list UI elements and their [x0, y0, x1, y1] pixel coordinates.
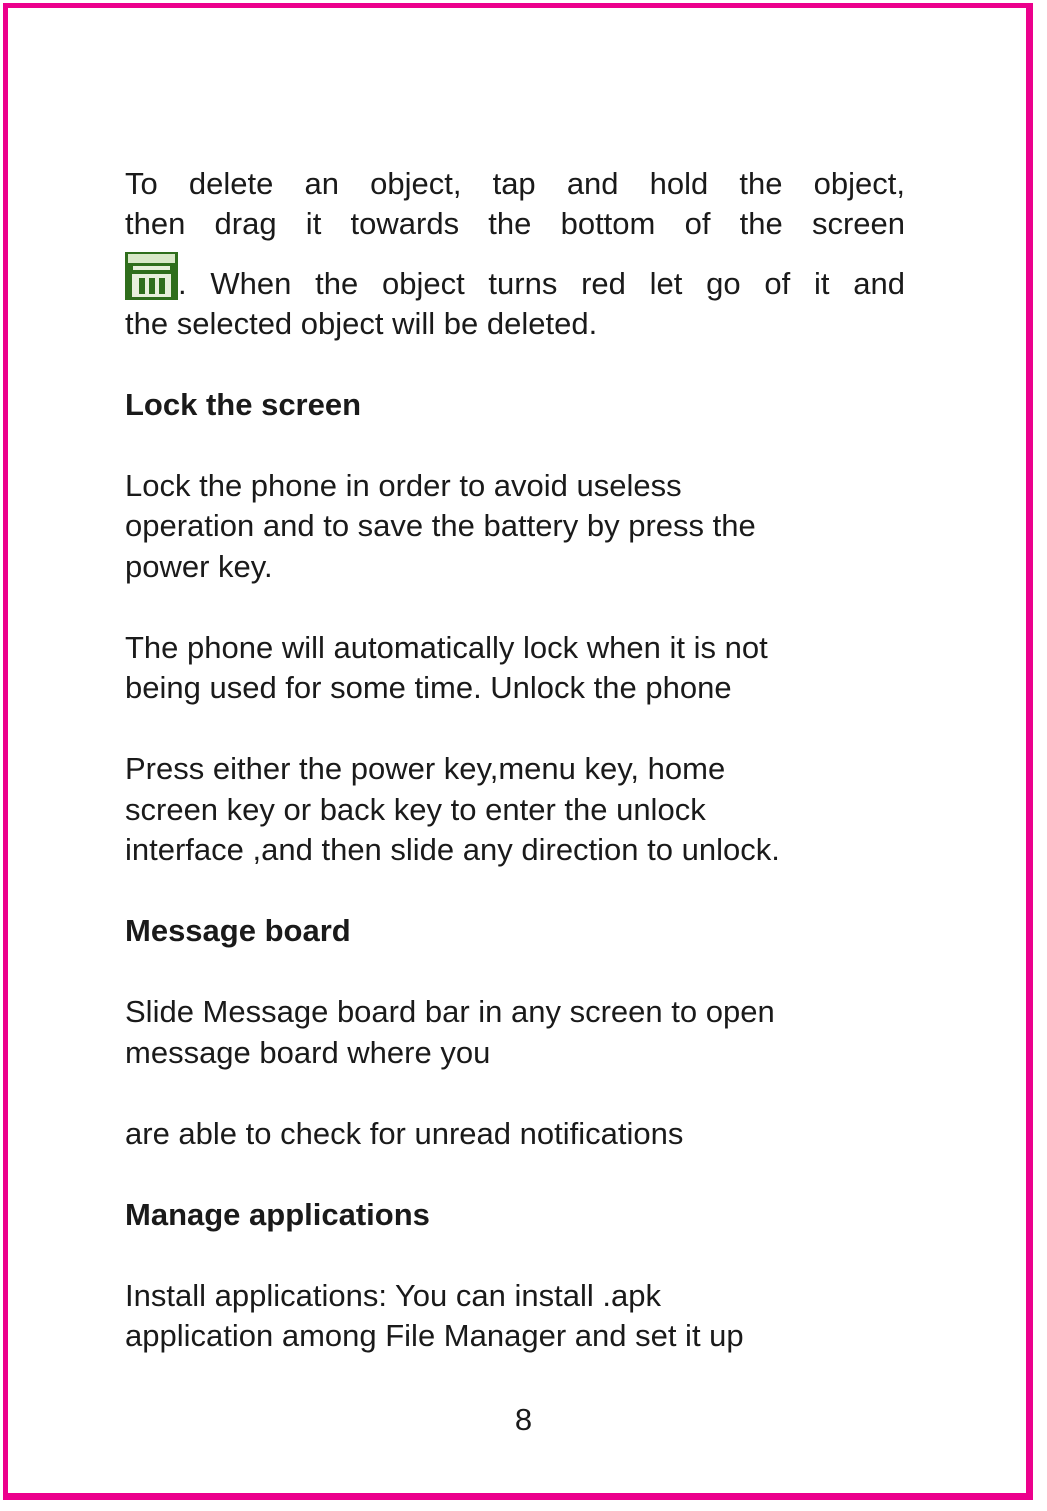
section-heading-manage-apps: Manage applications: [125, 1196, 430, 1232]
text-line: message board where you: [125, 1034, 491, 1070]
text-line: the selected object will be deleted.: [125, 306, 598, 341]
trash-icon: [125, 252, 178, 300]
text-line: screen key or back key to enter the unlock: [125, 791, 706, 827]
text-line: then drag it towards the bottom of the screen: [125, 206, 905, 241]
section-heading-message-board: Message board: [125, 913, 351, 948]
page-number: 8: [514, 1402, 533, 1437]
text-line: The phone will automatically lock when it is not: [125, 629, 768, 665]
lock-paragraph-1: [125, 466, 905, 588]
text-line: Slide Message board bar in any screen to open: [125, 994, 775, 1029]
message-paragraph-2: [125, 1114, 905, 1155]
delete-object-paragraph: [125, 164, 905, 344]
text-line: operation and to save the battery by press the: [125, 508, 756, 543]
text-line: application among File Manager and set it up: [125, 1318, 744, 1353]
text-line: being used for some time. Unlock the phone: [125, 670, 732, 705]
section-heading-lock: Lock the screen: [125, 386, 362, 422]
message-paragraph-1: [125, 992, 905, 1073]
text-line: [125, 252, 905, 304]
text-line: power key.: [125, 548, 273, 584]
text-line: interface ,and then slide any direction to unlock.: [125, 832, 780, 867]
text-line-rest: . When the object turns red let go of it and: [178, 266, 905, 301]
text-line: are able to check for unread notifications: [125, 1115, 684, 1151]
apps-paragraph-1: [125, 1276, 905, 1357]
text-line: Install applications: You can install .apk: [125, 1277, 661, 1313]
text-line: Lock the phone in order to avoid useless: [125, 467, 682, 503]
text-line: Press either the power key,menu key, home: [125, 751, 726, 786]
lock-paragraph-2: [125, 628, 905, 709]
text-line: To delete an object, tap and hold the object,: [125, 166, 905, 201]
lock-paragraph-3: [125, 749, 905, 871]
document-body: [125, 164, 905, 1397]
